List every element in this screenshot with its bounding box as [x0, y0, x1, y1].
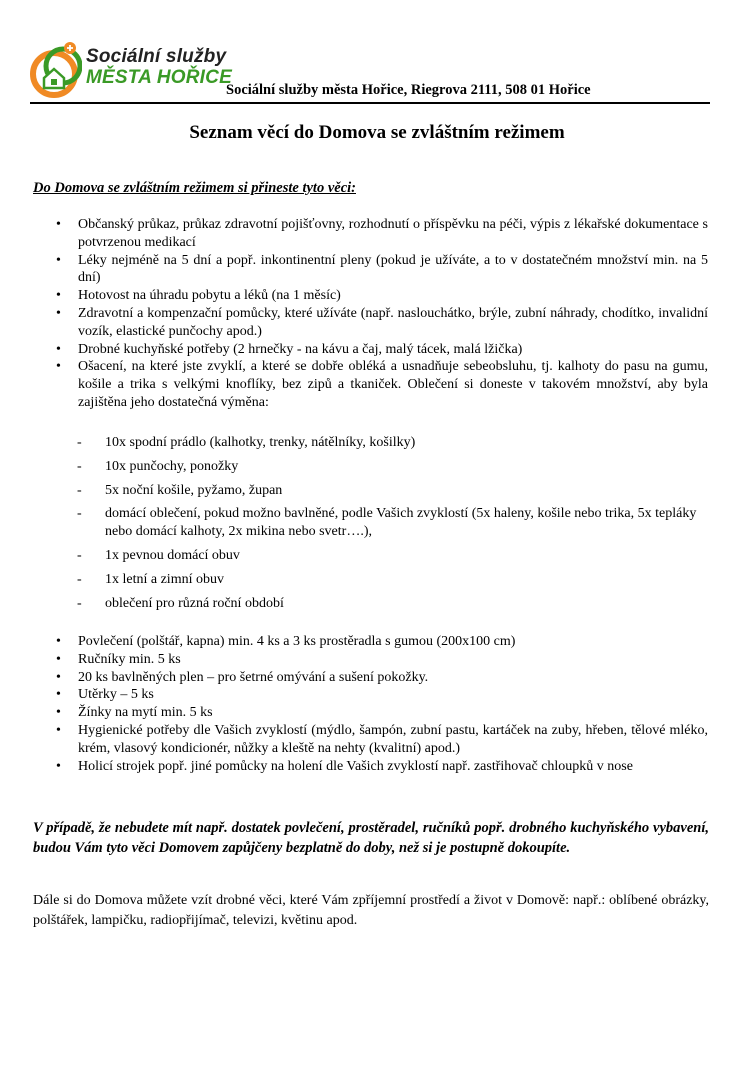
closing-paragraph: Dále si do Domova můžete vzít drobné věci, které Vám zpříjemní prostředí a život v Domově: např.: oblíbené obrázky, polštářek, lampičku, radiopřijímač, televizi, květinu apod. [33, 893, 709, 928]
header-divider [30, 102, 710, 104]
list-item: - 1x pevnou domácí obuv [105, 547, 710, 565]
list-item: • Ošacení, na které jste zvyklí, a které se dobře obléká a usnadňuje sebeobsluhu, tj. kalhoty do pasu na gumu, košile a trika s velkými knoflíky, bez zipů a tkaniček. Oblečení si doneste v takovém množství, aby byla zajištěna jeho dostatečná výměna: [78, 358, 708, 411]
loan-notice: V případě, že nebudete mít např. dostatek povlečení, prostěradel, ručníků popř. drobného kuchyňského vybavení, budou Vám tyto věci Domovem zapůjčeny bezplatně do doby, než si je postupně dokoupíte. [33, 820, 709, 856]
list-item: • Žínky na mytí min. 5 ks [78, 704, 708, 722]
list-item: • Drobné kuchyňské potřeby (2 hrnečky - na kávu a čaj, malý tácek, malá lžička) [78, 341, 708, 359]
list-item: • Občanský průkaz, průkaz zdravotní pojišťovny, rozhodnutí o příspěvku na péči, výpis z lékařské dokumentace s potvrzenou medikací [78, 216, 708, 252]
logo-line-1: Sociální služby [86, 46, 227, 67]
more-items-list [78, 633, 708, 775]
list-item: • Zdravotní a kompenzační pomůcky, které užíváte (např. naslouchátko, brýle, zubní náhrady, chodítko, invalidní vozík, elastické punčochy apod.) [78, 305, 708, 341]
list-item: • Utěrky – 5 ks [78, 686, 708, 704]
list-item: - 5x noční košile, pyžamo, župan [105, 482, 710, 500]
list-item: • Hotovost na úhradu pobytu a léků (na 1 měsíc) [78, 287, 708, 305]
logo-line-2: MĚSTA HOŘICE [86, 67, 232, 88]
list-item: • 20 ks bavlněných plen – pro šetrné omývání a sušení pokožky. [78, 669, 708, 687]
letterhead [30, 38, 710, 104]
list-item: - 10x punčochy, ponožky [105, 458, 710, 476]
list-item: • Léky nejméně na 5 dní a popř. inkontinentní pleny (pokud je užíváte, a to v dostatečném množství min. na 5 dní) [78, 252, 708, 288]
document-title: Seznam věcí do Domova se zvláštním režimem [189, 122, 565, 143]
clothing-items-list [105, 434, 710, 618]
organization-address: Sociální služby města Hořice, Riegrova 2111, 508 01 Hořice [226, 82, 591, 98]
social-services-logo-icon [30, 38, 82, 98]
logo-wordmark [86, 46, 232, 88]
list-item: • Ručníky min. 5 ks [78, 651, 708, 669]
intro-heading: Do Domova se zvláštním režimem si přineste tyto věci: [33, 180, 356, 196]
list-item: - 10x spodní prádlo (kalhotky, trenky, nátělníky, košilky) [105, 434, 710, 452]
list-item: - 1x letní a zimní obuv [105, 571, 710, 589]
list-item: • Holicí strojek popř. jiné pomůcky na holení dle Vašich zvyklostí např. zastřihovač chloupků v nose [78, 758, 708, 776]
list-item: • Hygienické potřeby dle Vašich zvyklostí (mýdlo, šampón, zubní pastu, kartáček na zuby, hřeben, tělové mléko, krém, vlasový kondicionér, nůžky a kleště na nehty (kvalitní) apod.) [78, 722, 708, 758]
list-item: - oblečení pro různá roční období [105, 595, 710, 613]
main-items-list [78, 216, 708, 412]
list-item: - domácí oblečení, pokud možno bavlněné, podle Vašich zvyklostí (5x haleny, košile nebo trika, 5x tepláky nebo domácí kalhoty, 2x mikina nebo svetr….), [105, 505, 710, 541]
list-item: • Povlečení (polštář, kapna) min. 4 ks a 3 ks prostěradla s gumou (200x100 cm) [78, 633, 708, 651]
